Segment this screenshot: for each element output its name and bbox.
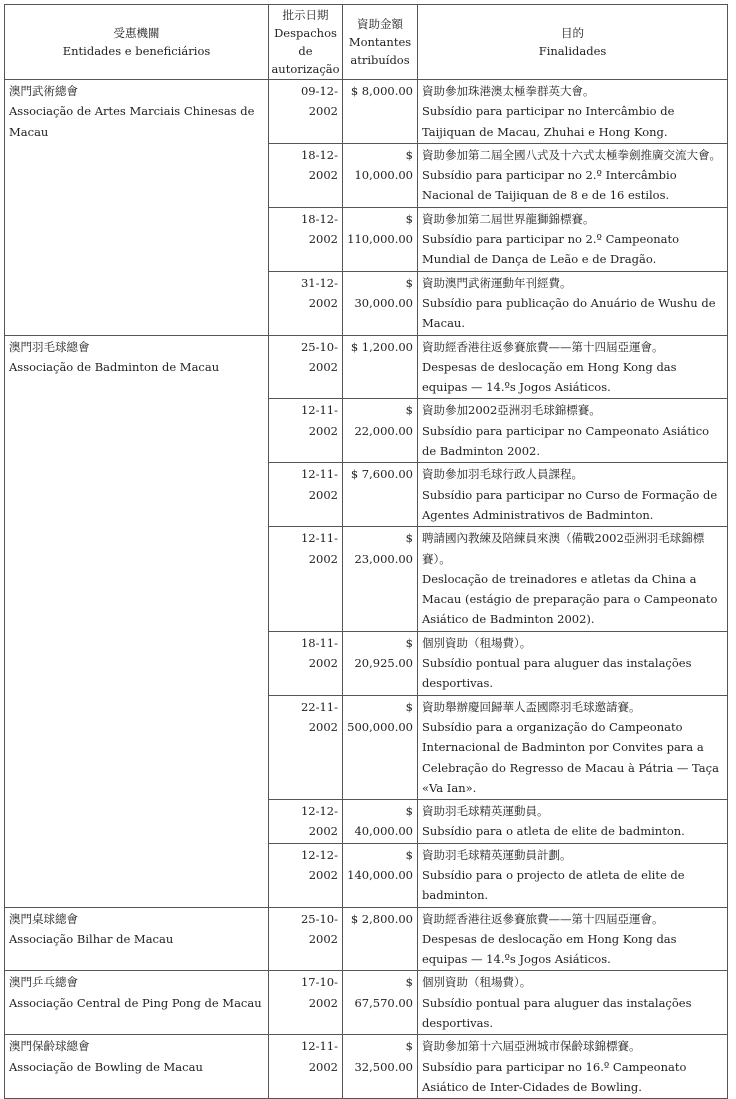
purpose-pt: Subsídio para participar no 2.º Campeonato Mundial de Dança de Leão e de Dragão. [422,232,680,267]
header-purpose-pt: Finalidades [538,44,607,58]
date-cell: 12-12-2002 [269,800,343,844]
purpose-cell [418,80,728,144]
purpose-cell [418,843,728,907]
purpose-pt: Subsídio para participar no 16.º Campeonato Asiático de Inter-Cidades de Bowling. [422,1059,687,1094]
purpose-zh: 聘請國內教練及陪練員來澳（備戰2002亞洲羽毛球錦標賽）。 [422,531,705,566]
purpose-zh: 資助參加珠港澳太極拳群英大會。 [422,84,595,98]
header-date-zh: 批示日期 [282,8,329,22]
date-cell: 12-12-2002 [269,843,343,907]
header-purpose [418,5,728,80]
purpose-pt: Subsídio para a organização do Campeonato Internacional de Badminton por Convites para a Celebração do Regresso de Macau à Pátria — Taça «Va Ian». [422,719,719,795]
amount-cell: $ 30,000.00 [343,271,418,335]
date-cell: 12-11-2002 [269,399,343,463]
header-date [269,5,343,80]
purpose-zh: 資助參加第二屆世界龍獅錦標賽。 [422,211,595,226]
purpose-pt: Subsídio para o atleta de elite de badminton. [422,824,685,839]
purpose-zh: 資助參加羽毛球行政人員課程。 [422,467,583,482]
purpose-zh: 資助羽毛球精英運動員。 [422,804,549,819]
purpose-cell [418,207,728,271]
date-cell: 18-12-2002 [269,143,343,207]
amount-cell: $ 1,200.00 [343,335,418,399]
purpose-zh: 資助參加第十六屆亞洲城市保齡球錦標賽。 [422,1039,641,1054]
purpose-cell [418,800,728,844]
purpose-cell [418,631,728,695]
purpose-pt: Subsídio para o projecto de atleta de elite de badminton. [422,867,685,903]
table-body [5,80,728,1099]
purpose-pt: Despesas de deslocação em Hong Kong das equipas — 14.ºs Jogos Asiáticos. [422,359,677,395]
amount-cell: $ 40,000.00 [343,800,418,844]
purpose-zh: 資助參加第二屆全國八式及十六式太極拳劍推廣交流大會。 [422,147,721,162]
amount-cell: $ 140,000.00 [343,843,418,907]
amount-cell: $ 10,000.00 [343,143,418,207]
header-amount-zh: 資助金額 [357,17,403,31]
purpose-zh: 資助經香港往返參賽旅費——第十四屆亞運會。 [422,911,664,926]
amount-cell: $ 23,000.00 [343,527,418,631]
purpose-zh: 資助舉辦慶回歸華人盃國際羽毛球邀請賽。 [422,699,641,714]
amount-cell: $ 67,570.00 [343,971,418,1035]
subsidy-table [4,4,728,1099]
header-entity-pt: Entidades e beneficiários [62,44,211,58]
purpose-zh: 個別資助（租場費）。 [422,635,532,650]
purpose-pt: Subsídio para participar no Curso de Formação de Agentes Administrativos de Badminton. [422,487,718,522]
entity-name-pt: Associação de Bowling de Macau [9,1059,203,1074]
entity-name-zh: 澳門乒乓總會 [9,975,78,990]
amount-cell: $ 110,000.00 [343,207,418,271]
purpose-cell [418,143,728,207]
purpose-zh: 資助羽毛球精英運動員計劃。 [422,847,572,862]
entity-name-pt: Associação Bilhar de Macau [9,931,174,946]
purpose-cell [418,335,728,399]
purpose-pt: Subsídio pontual para aluguer das instalações desportivas. [422,995,692,1031]
header-entity-zh: 受惠機關 [113,26,160,40]
purpose-cell [418,399,728,463]
amount-cell: $ 2,800.00 [343,907,418,971]
date-cell: 12-11-2002 [269,1035,343,1099]
date-cell: 18-11-2002 [269,631,343,695]
purpose-pt: Subsídio para participar no 2.º Intercâmbio Nacional de Taijiquan de 8 e de 16 estilos. [422,168,677,203]
entity-cell [5,907,269,971]
purpose-cell [418,1035,728,1099]
entity-name-zh: 澳門武術總會 [9,84,78,98]
date-cell: 09-12-2002 [269,80,343,144]
date-cell: 12-11-2002 [269,527,343,631]
purpose-cell [418,907,728,971]
entity-cell [5,80,269,336]
amount-cell: $ 20,925.00 [343,631,418,695]
purpose-pt: Subsídio pontual para aluguer das instalações desportivas. [422,656,692,691]
entity-name-pt: Associação Central de Ping Pong de Macau [9,995,262,1010]
entity-name-pt: Associação de Artes Marciais Chinesas de Macau [9,104,255,139]
header-purpose-zh: 目的 [561,26,584,40]
entity-cell [5,335,269,907]
purpose-cell [418,695,728,799]
table-row [5,80,728,144]
entity-name-zh: 澳門羽毛球總會 [9,339,90,354]
header-date-pt2: autorização [271,62,340,76]
table-row [5,907,728,971]
entity-name-pt: Associação de Badminton de Macau [9,359,220,374]
header-row [5,5,728,80]
header-date-pt1: Despachos de [274,26,337,58]
amount-cell: $ 8,000.00 [343,80,418,144]
purpose-cell [418,271,728,335]
header-entity [5,5,269,80]
date-cell: 25-10-2002 [269,335,343,399]
amount-cell: $ 32,500.00 [343,1035,418,1099]
purpose-cell [418,527,728,631]
purpose-pt: Despesas de deslocação em Hong Kong das equipas — 14.ºs Jogos Asiáticos. [422,931,677,967]
date-cell: 25-10-2002 [269,907,343,971]
header-amount [343,5,418,80]
purpose-pt: Subsídio para publicação do Anuário de Wushu de Macau. [422,295,716,331]
purpose-zh: 資助經香港往返參賽旅費——第十四屆亞運會。 [422,339,664,354]
purpose-pt: Subsídio para participar no Campeonato Asiático de Badminton 2002. [422,423,710,459]
purpose-cell [418,463,728,527]
purpose-cell [418,971,728,1035]
date-cell: 12-11-2002 [269,463,343,527]
entity-name-zh: 澳門桌球總會 [9,911,78,926]
date-cell: 17-10-2002 [269,971,343,1035]
table-row [5,1035,728,1099]
entity-name-zh: 澳門保齡球總會 [9,1039,90,1054]
purpose-zh: 資助澳門武術運動年刊經費。 [422,275,572,290]
date-cell: 31-12-2002 [269,271,343,335]
amount-cell: $ 22,000.00 [343,399,418,463]
header-amount-pt2: atribuídos [350,53,410,67]
purpose-zh: 個別資助（租場費）。 [422,975,532,990]
amount-cell: $ 500,000.00 [343,695,418,799]
purpose-zh: 資助參加2002亞洲羽毛球錦標賽。 [422,403,601,418]
entity-cell [5,971,269,1035]
amount-cell: $ 7,600.00 [343,463,418,527]
table-row [5,971,728,1035]
date-cell: 22-11-2002 [269,695,343,799]
entity-cell [5,1035,269,1099]
date-cell: 18-12-2002 [269,207,343,271]
purpose-pt: Deslocação de treinadores e atletas da China a Macau (estágio de preparação para o Campeonato Asiático de Badminton 2002). [422,571,718,627]
table-row [5,335,728,399]
purpose-pt: Subsídio para participar no Intercâmbio de Taijiquan de Macau, Zhuhai e Hong Kong. [422,104,675,139]
header-amount-pt1: Montantes [348,35,412,49]
